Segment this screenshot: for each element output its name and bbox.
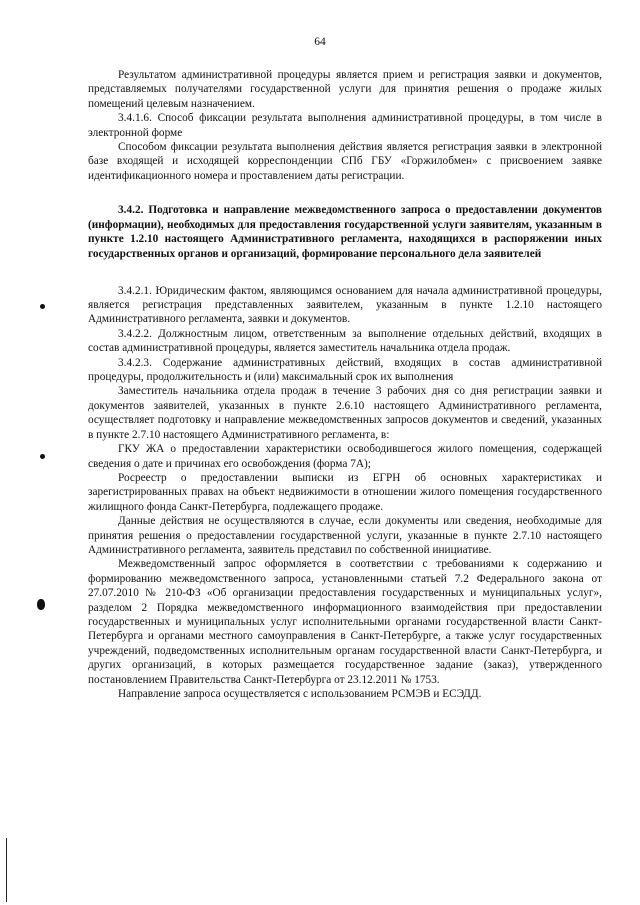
paragraph-result-reception: Результатом административной процедуры является прием и регистрация заявки и документов, представляемых получателями государственной услуги для принятия решения о продаже жилых помещений целевым назначением. bbox=[88, 69, 602, 110]
paragraph-rosreestr: Росреестр о предоставлении выписки из ЕГРН об основных характеристиках и зарегистрированных правах на объект недвижимости в отношении жилого помещения государственного жилищного фонда Санкт-Петербурга, подлежащего продаже. bbox=[88, 471, 602, 513]
paragraph-fixation-method: Способом фиксации результата выполнения действия является регистрация заявки в электронной базе входящей и исходящей корреспонденции СПб ГБУ «Горжилобмен» с присвоением заявке идентификационного номера и проставлением даты регистрации. bbox=[88, 141, 602, 182]
paragraph-interagency-request: Межведомственный запрос оформляется в соответствии с требованиями к содержанию и формированию межведомственного запроса, установленными статьей 7.2 Федерального закона от 27.07.2010 № 210-ФЗ «Об организации предоставления государственных и муниципальных услуг», разделом 2 Порядка межведомственного информационного взаимодействия при предоставлении государственных и муниципальных услуг исполнительными органами государственной власти Санкт-Петербурга и органами местного самоуправления в Санкт-Петербурге, а также услуг государственных учреждений, подведомственных исполнительным органам государственной власти Санкт-Петербурга, и других организаций, в которых размещается государственное задание (заказ), утвержденного постановлением Правительства Санкт-Петербурга от 23.12.2011 № 1753. bbox=[88, 558, 602, 686]
document-body bbox=[88, 68, 602, 701]
paragraph-3-4-2-2: 3.4.2.2. Должностным лицом, ответственным за выполнение отдельных действий, входящих в состав административной процедуры, является заместитель начальника отдела продаж. bbox=[88, 327, 602, 355]
binder-hole-mark bbox=[40, 304, 45, 309]
scan-edge-line bbox=[6, 838, 7, 902]
binder-hole-mark bbox=[40, 454, 45, 459]
paragraph-3-4-2-1: 3.4.2.1. Юридическим фактом, являющимся основанием для начала административной процедуры, является регистрация представленных заявителем, указанным в пункте 1.2.10 настоящего Административного регламента, заявки и документов. bbox=[88, 284, 602, 326]
binder-hole-mark bbox=[37, 599, 45, 610]
paragraph-request-channel: Направление запроса осуществляется с использованием РСМЭВ и ЕСЭДД. bbox=[118, 688, 482, 700]
paragraph-deputy-head-actions: Заместитель начальника отдела продаж в течение 3 рабочих дня со дня регистрации заявки и документов заявителей, указанных в пункте 2.6.10 настоящего Административного регламента, осуществляет подготовку и направление межведомственных запросов документов и сведений, указанных в пункте 2.7.10 настоящего Административного регламента, в: bbox=[88, 385, 602, 441]
page-number: 64 bbox=[314, 36, 326, 48]
section-heading-3-4-2: 3.4.2. Подготовка и направление межведомственного запроса о предоставлении документов (информации), необходимых для предоставления государственной услуги заявителям, указанным в пункте 1.2.10 настоящего Административного регламента, находящихся в распоряжении иных государственных органов и организаций, формирование персонального дела заявителей bbox=[88, 204, 602, 261]
paragraph-3-4-2-3: 3.4.2.3. Содержание административных действий, входящих в состав административной процедуры, продолжительность и (или) максимальный срок их выполнения bbox=[88, 356, 602, 384]
paragraph-3-4-1-6: 3.4.1.6. Способ фиксации результата выполнения административной процедуры, в том числе в электронной форме bbox=[88, 112, 602, 139]
paragraph-gku-zha: ГКУ ЖА о предоставлении характеристики освободившегося жилого помещения, содержащей сведения о дате и причинах его освобождения (форма 7А); bbox=[88, 443, 602, 470]
paragraph-exception: Данные действия не осуществляются в случае, если документы или сведения, необходимые для принятия решения о предоставлении государственной услуги, указанные в пункте 2.7.10 настоящего Административного регламента, заявитель представил по собственной инициативе. bbox=[88, 515, 602, 556]
